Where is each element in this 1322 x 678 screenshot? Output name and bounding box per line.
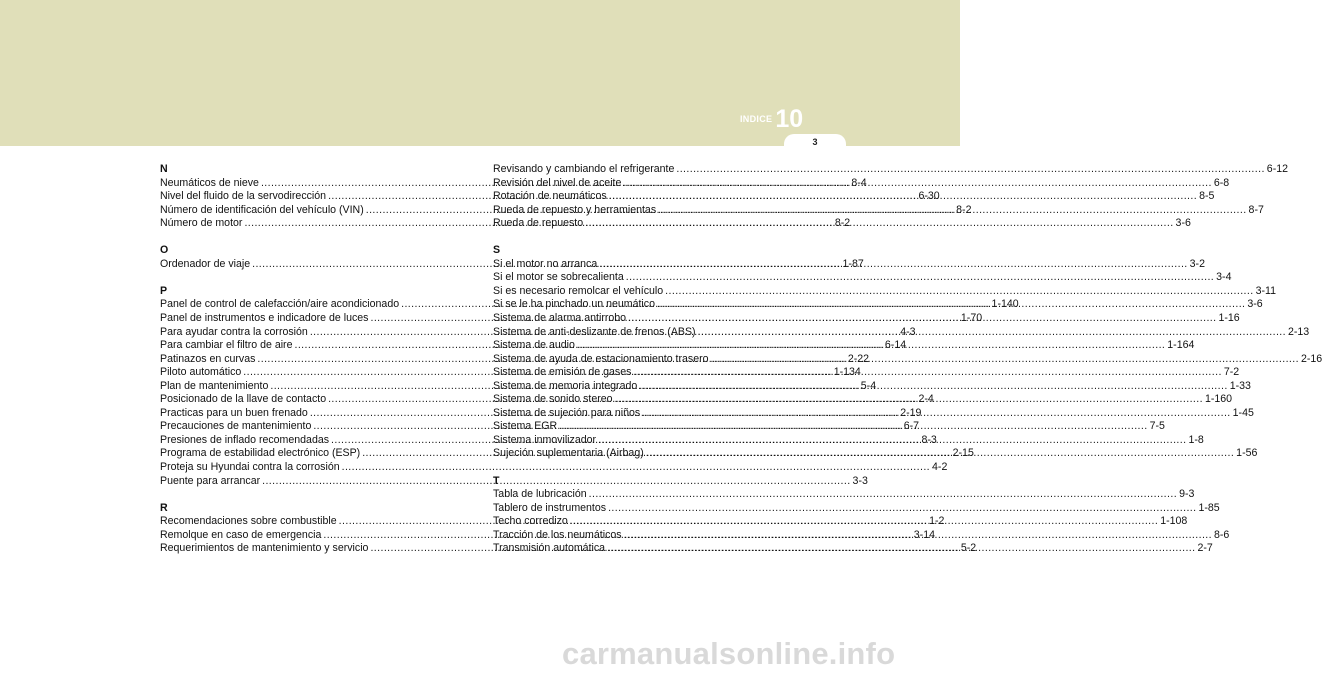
entry-page: 2-13 [1287,325,1310,338]
dot-leader [624,529,1212,543]
entry-page: 2-16 [1300,352,1322,365]
section-letter: S [493,244,501,257]
entry-text: Proteja su Hyundai contra la corrosión [160,461,340,474]
dot-leader [577,339,1165,353]
entry-text: Revisión del nivel de aceite [493,176,622,189]
entry-page: 7-2 [1223,366,1240,379]
entry-text: Rueda de repuesto y herramientas [493,203,657,216]
index-entry [493,271,1232,285]
dot-leader [607,542,1195,556]
entry-text: Posicionado de la llave de contacto [160,393,327,406]
dot-leader [559,420,1147,434]
entry-page: 1-8 [1188,433,1204,446]
section-letter: O [160,244,169,257]
entry-page: 1-140 [991,298,1019,311]
entry-text: Tracción de los neumáticos [493,528,622,541]
entry-page: 6-14 [884,339,907,352]
entry-page: 4-3 [900,325,916,338]
entry-page: 8-2 [956,203,972,216]
index-entry [160,474,868,489]
entry-text: Número de identificación del vehículo (VIN) [160,203,364,216]
entry-page: 8-5 [1199,190,1215,203]
entry-page: 8-3 [921,433,937,446]
entry-page: 8-4 [851,176,867,189]
entry-text: Sistema de memoria integrado [493,379,638,392]
entry-text: Panel de control de calefacción/aire acondicionado [160,298,400,311]
dot-leader [639,380,1227,394]
section-letter: T [493,474,500,487]
entry-text: Recomendaciones sobre combustible [160,515,337,528]
entry-text: Piloto automático [160,366,242,379]
entry-page: 3-14 [913,528,935,541]
section-letter: P [160,284,168,297]
entry-page: 8-7 [1248,203,1264,216]
entry-text: Sistema EGR [493,420,558,433]
entry-page: 1-85 [1198,501,1220,514]
header-band [0,0,960,146]
entry-text: Para cambiar el filtro de aire [160,339,293,352]
entry-text: Precauciones de mantenimiento [160,420,312,433]
entry-page: 1-160 [1204,393,1233,406]
entry-text: Programa de estabilidad electrónico (ESP) [160,447,361,460]
entry-page: 3-6 [1175,217,1191,230]
entry-text: Si el motor no arranca [493,257,598,270]
entry-text: Practicas para un buen frenado [160,406,308,419]
dot-leader [646,447,1234,461]
entry-text: Presiones de inflado recomendadas [160,433,330,446]
entry-text: Sistema inmovilizador [493,433,597,446]
entry-text: Si se le ha pinchado un neumático [493,298,655,311]
dot-leader [628,312,1216,326]
entry-page: 1-134 [833,366,861,379]
chapter-marker [740,107,803,132]
entry-text: Nivel del fluido de la servodirección [160,190,327,203]
index-entry [493,488,1195,502]
entry-text: Panel de instrumentos e indicadore de luces [160,312,369,325]
index-entry [493,163,1288,177]
entry-page: 1-56 [1236,447,1258,460]
entry-page: 5-4 [860,379,877,392]
entry-page: 1-33 [1229,379,1251,392]
entry-page: 1-45 [1232,406,1254,419]
entry-text: Si el motor se sobrecalienta [493,271,624,284]
dot-leader [599,258,1187,272]
entry-page: 2-19 [900,406,922,419]
entry-page: 8-6 [1213,528,1230,541]
entry-text: Sistema de ayuda de estacionamiento trasero [493,352,709,365]
entry-text: Transmisión automática [493,542,606,555]
entry-page: 7-5 [1149,420,1165,433]
entry-text: Ordenador de viaje [160,257,251,270]
entry-page: 1-87 [842,257,864,270]
dot-leader [633,366,1221,380]
dot-leader [676,163,1264,177]
entry-page: 6-12 [1266,163,1288,175]
entry-page: 6-8 [1213,176,1230,189]
dot-leader [608,502,1196,516]
entry-text: Puente para arrancar [160,474,261,487]
entry-page: 3-3 [852,474,868,487]
entry-page: 2-7 [1197,542,1213,555]
entry-text: Sujeción suplementaria (Airbag) [493,447,644,460]
entry-page: 2-15 [952,447,974,460]
dot-leader [589,488,1177,502]
entry-text: Sistema de audio [493,339,575,352]
dot-leader [698,326,1286,340]
entry-text: Para ayudar contra la corrosión [160,325,308,338]
chapter-number: 10 [775,105,804,133]
entry-page: 5-2 [960,542,977,555]
entry-page: 3-4 [1216,271,1232,284]
section-letter: N [160,163,168,175]
dot-leader [598,434,1186,448]
section-letter: R [160,501,168,514]
entry-text: Requerimientos de mantenimiento y servicio [160,542,369,555]
page-number-tab: 3 [784,134,846,148]
dot-leader [585,217,1173,231]
entry-page: 6-7 [903,420,920,433]
entry-text: Número de motor [160,217,243,230]
entry-text: Rotación de neumáticos [493,190,607,203]
dot-leader [657,298,1245,312]
entry-text: Sistema de alarma antirrobo [493,312,627,325]
index-entry [493,501,1220,516]
entry-page: 3-2 [1189,257,1205,270]
entry-page: 2-22 [847,352,870,365]
entry-page: 1-108 [1160,515,1188,528]
index-entry [160,461,948,475]
entry-text: Si es necesario remolcar el vehículo [493,284,664,297]
entry-page: 4-2 [932,461,948,474]
entry-text: Sistema de anti-deslizante de frenos (ABS) [493,325,696,338]
entry-text: Remolque en caso de emergencia [160,528,322,541]
entry-page: 1-16 [1218,312,1240,325]
entry-page: 3-11 [1255,284,1277,297]
dot-leader [665,285,1253,299]
entry-page: 1-2 [929,515,945,528]
watermark: carmanualsonline.info [562,636,896,671]
entry-text: Rueda de repuesto [493,217,584,230]
entry-page: 9-3 [1179,488,1195,501]
entry-text: Patinazos en curvas [160,352,256,365]
entry-page: 8-2 [834,217,851,230]
entry-text: Tablero de instrumentos [493,501,607,514]
entry-text: Sistema de sonido stereo [493,393,613,406]
entry-text: Revisando y cambiando el refrigerante [493,163,675,175]
index-entry [493,284,1277,299]
dot-leader [570,515,1158,529]
entry-page: 1-164 [1167,339,1195,352]
entry-page: 6-30 [918,190,940,203]
dot-leader [711,353,1299,367]
entry-text: Tabla de lubricación [493,488,587,501]
entry-text: Plan de mantenimiento [160,379,269,392]
dot-leader [623,177,1211,191]
dot-leader [626,271,1214,285]
entry-text: Sistema de emisión de gases [493,366,632,379]
chapter-label: INDICE [740,114,773,124]
entry-text: Sistema de sujeción para niños [493,406,641,419]
entry-page: 2-4 [918,393,934,406]
entry-page: 3-6 [1247,298,1263,311]
entry-page: 1-70 [960,312,983,325]
dot-leader [642,407,1230,421]
dot-leader [615,393,1203,407]
dot-leader [609,190,1197,204]
dot-leader [658,204,1246,218]
entry-text: Techo corredizo [493,515,568,528]
entry-text: Neumáticos de nieve [160,176,259,189]
